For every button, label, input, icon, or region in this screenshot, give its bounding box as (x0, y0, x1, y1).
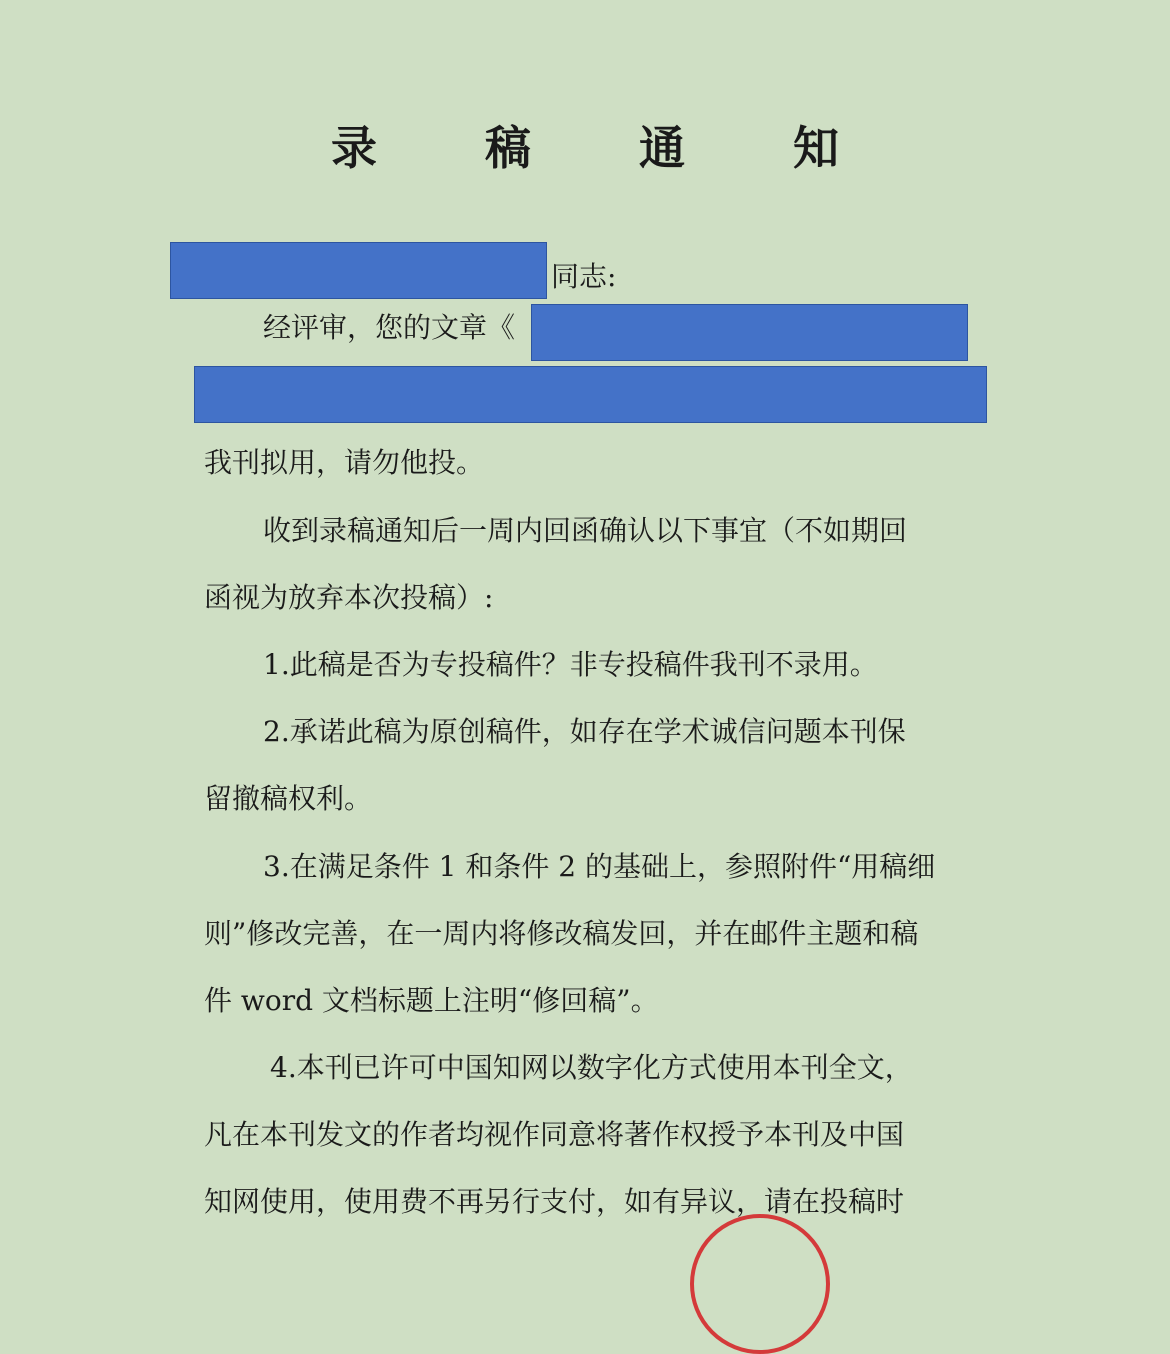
paragraph-line: 收到录稿通知后一周内回函确认以下事宜（不如期回 (263, 514, 908, 547)
paragraph-line: 凡在本刊发文的作者均视作同意将著作权授予本刊及中国 (204, 1118, 905, 1151)
redacted-article-title-1 (531, 304, 968, 361)
redacted-author-name (170, 242, 547, 299)
paragraph-line: 函视为放弃本次投稿）: (204, 581, 494, 614)
paragraph-line: 留撤稿权利。 (204, 782, 373, 815)
accept-line: 我刊拟用，请勿他投。 (204, 446, 485, 479)
red-seal-stamp (690, 1214, 830, 1354)
salutation-suffix: 同志: (551, 260, 617, 293)
paragraph-line: 则”修改完善，在一周内将修改稿发回，并在邮件主题和稿 (204, 917, 919, 950)
paragraph-line: 2.承诺此稿为原创稿件，如存在学术诚信问题本刊保 (263, 715, 906, 748)
paragraph-line: 知网使用，使用费不再另行支付，如有异议，请在投稿时 (204, 1185, 905, 1218)
redacted-article-title-2 (194, 366, 987, 423)
intro-prefix: 经评审，您的文章《 (263, 311, 516, 344)
page-title: 录 稿 通 知 (330, 121, 886, 175)
paragraph-line: 3.在满足条件 1 和条件 2 的基础上，参照附件“用稿细 (263, 850, 936, 883)
paragraph-line: 件 word 文档标题上注明“修回稿”。 (204, 984, 659, 1017)
paragraph-line: 4.本刊已许可中国知网以数字化方式使用本刊全文， (270, 1051, 913, 1084)
paragraph-line: 1.此稿是否为专投稿件？非专投稿件我刊不录用。 (263, 648, 878, 681)
